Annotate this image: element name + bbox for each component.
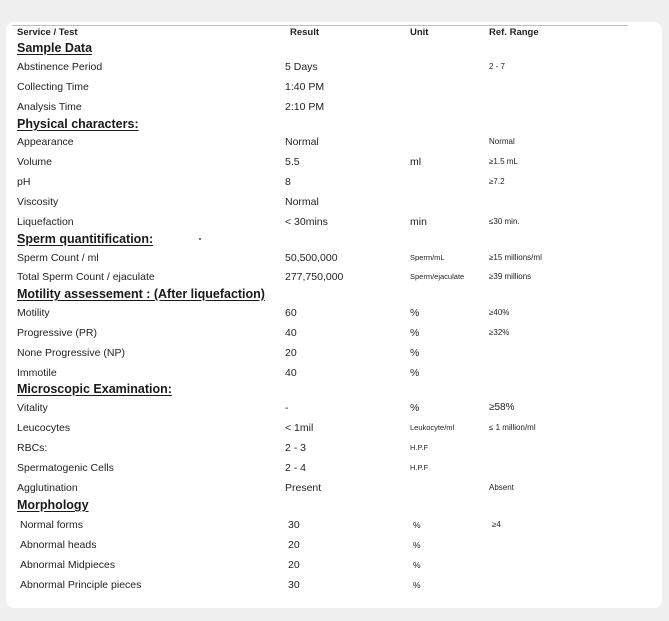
test-name: Volume	[17, 156, 53, 168]
test-name: Abnormal Midpieces	[20, 559, 116, 571]
test-result: 20	[285, 347, 297, 359]
table-row	[0, 215, 669, 233]
table-row	[0, 306, 669, 324]
table-row	[0, 251, 669, 269]
test-result: 20	[288, 539, 300, 551]
test-ref: ≥7.2	[489, 177, 505, 186]
table-row	[0, 441, 669, 459]
test-name: Agglutination	[17, 482, 78, 494]
table-row	[0, 326, 669, 344]
table-row	[0, 100, 669, 118]
test-result: 40	[285, 367, 297, 379]
test-unit: %	[410, 307, 420, 319]
test-result: 277,750,000	[285, 271, 344, 283]
test-result: 30	[288, 579, 300, 591]
test-unit: Sperm/mL	[410, 253, 445, 262]
table-row	[0, 155, 669, 173]
table-row	[0, 401, 669, 419]
test-name: Analysis Time	[17, 101, 82, 113]
header-service: Service / Test	[17, 27, 78, 38]
test-unit: %	[413, 540, 421, 550]
test-ref: ≥58%	[489, 402, 515, 413]
test-ref: ≥32%	[489, 328, 510, 337]
test-result: Normal	[285, 196, 319, 208]
test-result: -	[285, 402, 289, 414]
test-result: 60	[285, 307, 297, 319]
test-name: Spermatogenic Cells	[17, 462, 114, 474]
header-unit: Unit	[410, 27, 429, 38]
table-row	[0, 175, 669, 193]
test-result: 30	[288, 519, 300, 531]
test-name: Abnormal Principle pieces	[20, 579, 142, 591]
test-unit: min	[410, 216, 427, 228]
table-row	[0, 578, 669, 596]
test-ref: ≥40%	[489, 308, 510, 317]
test-result: 2:10 PM	[285, 101, 325, 113]
test-name: None Progressive (NP)	[17, 347, 125, 359]
test-name: Progressive (PR)	[17, 327, 97, 339]
test-name: Vitality	[17, 402, 48, 414]
test-result: 2 - 3	[285, 442, 307, 454]
test-result: 40	[285, 327, 297, 339]
test-name: RBCs:	[17, 442, 48, 454]
test-unit: ml	[410, 156, 422, 168]
test-unit: %	[413, 520, 421, 530]
table-row	[0, 421, 669, 439]
test-unit: %	[410, 327, 420, 339]
test-ref: ≤ 1 million/ml	[489, 423, 536, 432]
test-result: 1:40 PM	[285, 81, 325, 93]
table-row	[0, 60, 669, 78]
test-name: Collecting Time	[17, 81, 89, 93]
section-physical-characters: Physical characters:	[17, 117, 139, 131]
test-result: 5.5	[285, 156, 300, 168]
test-unit: Sperm/ejaculate	[410, 272, 465, 281]
table-row	[0, 270, 669, 288]
test-name: Abnormal heads	[20, 539, 97, 551]
test-name: Motility	[17, 307, 50, 319]
test-unit: %	[413, 560, 421, 570]
test-result: < 30mins	[285, 216, 328, 228]
table-row	[0, 346, 669, 364]
table-row	[0, 80, 669, 98]
table-row	[0, 481, 669, 499]
test-unit: %	[413, 580, 421, 590]
test-name: Appearance	[17, 136, 74, 148]
test-unit: %	[410, 367, 420, 379]
test-name: Normal forms	[20, 519, 84, 531]
test-result: 5 Days	[285, 61, 318, 73]
test-result: 8	[285, 176, 291, 188]
test-unit: %	[410, 347, 420, 359]
test-name: pH	[17, 176, 31, 188]
section-motility-assessment: Motility assessement : (After liquefaction)	[17, 287, 265, 301]
test-unit: H.P.F	[410, 443, 429, 452]
test-ref: ≥1.5 mL	[489, 157, 518, 166]
test-result: Present	[285, 482, 322, 494]
test-name: Leucocytes	[17, 422, 71, 434]
table-row	[0, 135, 669, 153]
header-ref-range: Ref. Range	[489, 27, 539, 38]
header-result: Result	[290, 27, 320, 38]
test-unit: Leukocyte/ml	[410, 423, 455, 432]
test-ref: Normal	[489, 137, 515, 146]
test-ref: ≥4	[492, 520, 501, 529]
test-name: Immotile	[17, 367, 57, 379]
test-unit: %	[410, 402, 420, 414]
test-ref: Absent	[489, 483, 514, 492]
test-ref: ≥15 millions/ml	[489, 253, 542, 262]
test-name: Liquefaction	[17, 216, 74, 228]
table-row	[0, 558, 669, 576]
test-result: < 1mil	[285, 422, 314, 434]
test-result: 20	[288, 559, 300, 571]
test-result: Normal	[285, 136, 319, 148]
test-ref: ≥39 millions	[489, 272, 532, 281]
header-rule	[12, 25, 628, 26]
test-result: 2 - 4	[285, 462, 307, 474]
test-ref: 2 - 7	[489, 62, 506, 71]
test-name: Sperm Count / ml	[17, 252, 99, 264]
table-row	[0, 461, 669, 479]
test-result: 50,500,000	[285, 252, 338, 264]
table-row	[0, 195, 669, 213]
stray-dot	[199, 238, 201, 240]
table-row	[0, 518, 669, 536]
test-ref: ≤30 min.	[489, 217, 520, 226]
test-name: Total Sperm Count / ejaculate	[17, 271, 155, 283]
section-microscopic-examination: Microscopic Examination:	[17, 382, 172, 396]
section-morphology: Morphology	[17, 498, 89, 512]
test-name: Viscosity	[17, 196, 59, 208]
section-sperm-quantification: Sperm quantitification:	[17, 232, 154, 246]
test-name: Abstinence Period	[17, 61, 103, 73]
section-sample-data: Sample Data	[17, 41, 93, 55]
table-row	[0, 538, 669, 556]
test-unit: H.P.F	[410, 463, 429, 472]
